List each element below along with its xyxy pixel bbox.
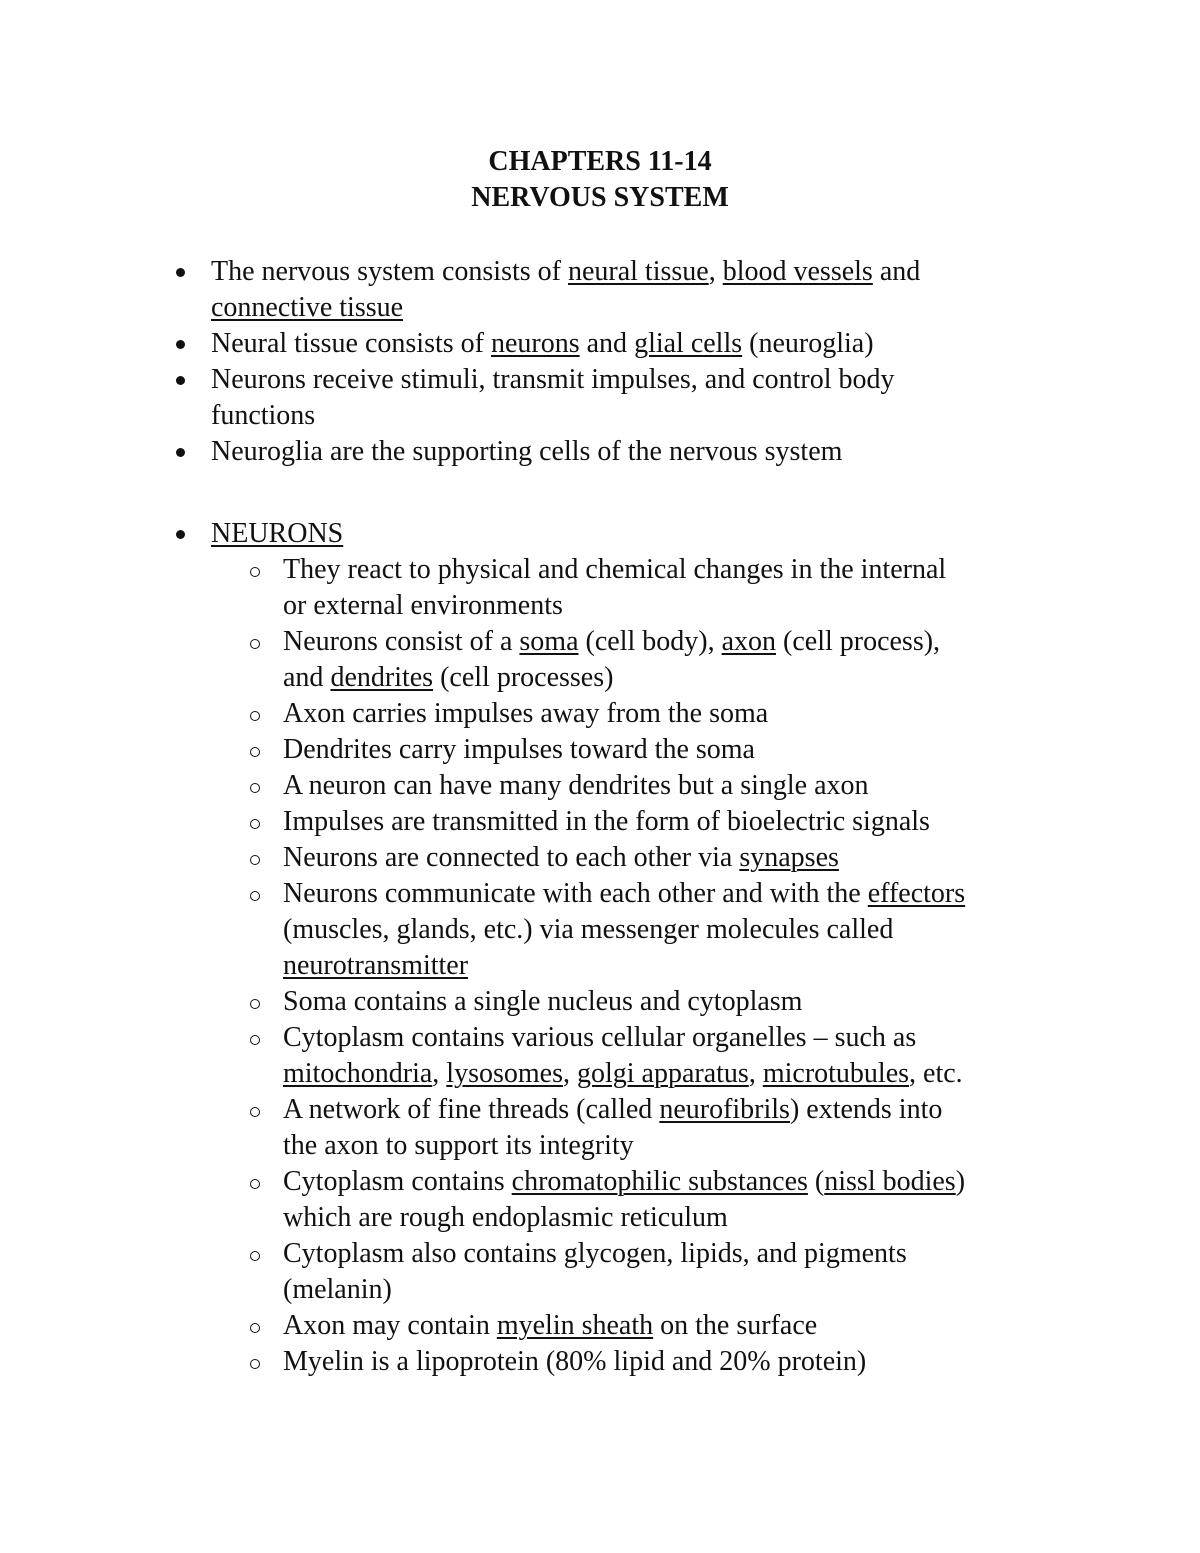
bullet-circle-icon <box>250 819 260 829</box>
sub-item-text-line <box>283 984 802 1020</box>
underlined-term: chromatophilic substances <box>511 1166 808 1197</box>
text-segment: , <box>432 1058 447 1089</box>
text-segment: and <box>579 328 635 359</box>
chapter-title: CHAPTERS 11-14 <box>488 146 712 177</box>
sub-item-text-line <box>283 1200 728 1236</box>
bullet-circle-icon <box>250 783 260 793</box>
text-segment: , <box>748 1058 763 1089</box>
underlined-term: neurofibrils <box>659 1094 790 1125</box>
sub-item-text-line <box>283 696 768 732</box>
bullet-circle-icon <box>250 1251 260 1261</box>
text-segment: Neuroglia are the supporting cells of the nervous system <box>211 436 843 467</box>
sub-item-text-line <box>283 1056 963 1092</box>
sub-item-text-line <box>283 624 940 660</box>
underlined-term: soma <box>519 626 579 657</box>
underlined-term: effectors <box>867 878 966 909</box>
text-segment: Cytoplasm contains <box>283 1166 512 1197</box>
bullet-circle-icon <box>250 711 260 721</box>
underlined-term: connective tissue <box>211 292 404 323</box>
text-segment: Neurons receive stimuli, transmit impulses, and control body <box>211 364 895 395</box>
text-segment: Dendrites carry impulses toward the soma <box>283 734 755 765</box>
underlined-term: myelin sheath <box>496 1310 654 1341</box>
bullet-text-line <box>211 434 842 470</box>
text-segment: , etc. <box>909 1058 963 1089</box>
sub-item-text-line <box>283 1344 866 1380</box>
sub-item-text-line <box>283 948 468 984</box>
sub-item-text-line <box>283 840 839 876</box>
underlined-term: neural tissue <box>567 256 709 287</box>
text-segment: ( <box>807 1166 825 1197</box>
sub-item-text-line <box>283 732 755 768</box>
bullet-circle-icon <box>250 999 260 1009</box>
bullet-dot-icon <box>176 376 185 385</box>
underlined-term: lysosomes <box>446 1058 563 1089</box>
bullet-circle-icon <box>250 639 260 649</box>
sub-item-text-line <box>283 768 869 804</box>
bullet-text-line <box>211 326 874 362</box>
sub-item-text-line <box>283 1164 965 1200</box>
underlined-term: axon <box>721 626 777 657</box>
bullet-text-line <box>211 290 403 326</box>
bullet-circle-icon <box>250 567 260 577</box>
bullet-circle-icon <box>250 1035 260 1045</box>
underlined-term: nissl bodies <box>824 1166 956 1197</box>
text-segment: Soma contains a single nucleus and cytoplasm <box>283 986 803 1017</box>
bullet-circle-icon <box>250 747 260 757</box>
sub-item-text-line <box>283 912 893 948</box>
bullet-text-line <box>211 362 895 398</box>
bullet-dot-icon <box>176 268 185 277</box>
section-heading-text: NEURONS <box>211 518 344 549</box>
sub-item-text-line <box>283 1092 942 1128</box>
bullet-circle-icon <box>250 1179 260 1189</box>
bullet-circle-icon <box>250 891 260 901</box>
text-segment: A neuron can have many dendrites but a single axon <box>283 770 869 801</box>
text-segment: Cytoplasm contains various cellular organelles – such as <box>283 1022 917 1053</box>
sub-item-text-line <box>283 1020 916 1056</box>
underlined-term: glial cells <box>634 328 743 359</box>
text-segment: Neurons communicate with each other and with the <box>283 878 868 909</box>
text-segment: the axon to support its integrity <box>283 1130 634 1161</box>
text-segment: , <box>562 1058 577 1089</box>
section-heading-neurons <box>211 516 343 552</box>
sub-item-text-line <box>283 1236 907 1272</box>
text-segment: or external environments <box>283 590 563 621</box>
underlined-term: dendrites <box>330 662 434 693</box>
text-segment: Axon carries impulses away from the soma <box>283 698 769 729</box>
underlined-term: synapses <box>739 842 839 873</box>
bullet-dot-icon <box>176 340 185 349</box>
sub-item-text-line <box>283 1308 817 1344</box>
underlined-term: neurotransmitter <box>283 950 469 981</box>
bullet-dot-icon <box>176 530 185 539</box>
text-segment: A network of fine threads (called <box>283 1094 660 1125</box>
text-segment: (cell process), <box>776 626 941 657</box>
underlined-term: microtubules <box>762 1058 910 1089</box>
text-segment: functions <box>211 400 316 431</box>
underlined-term: golgi apparatus <box>576 1058 749 1089</box>
bullet-circle-icon <box>250 1359 260 1369</box>
sub-item-text-line <box>283 804 930 840</box>
text-segment: on the surface <box>653 1310 818 1341</box>
text-segment: Neurons consist of a <box>283 626 520 657</box>
text-segment: , <box>708 256 723 287</box>
text-segment: Neural tissue consists of <box>211 328 491 359</box>
text-segment: Axon may contain <box>283 1310 497 1341</box>
sub-item-text-line <box>283 552 946 588</box>
bullet-dot-icon <box>176 448 185 457</box>
bullet-text-line <box>211 254 920 290</box>
bullet-text-line <box>211 398 315 434</box>
text-segment: (cell processes) <box>433 662 614 693</box>
text-segment: and <box>872 256 921 287</box>
sub-item-text-line <box>283 876 965 912</box>
text-segment: (muscles, glands, etc.) via messenger molecules called <box>283 914 894 945</box>
text-segment: Cytoplasm also contains glycogen, lipids, and pigments <box>283 1238 907 1269</box>
sub-item-text-line <box>283 1272 392 1308</box>
bullet-circle-icon <box>250 1323 260 1333</box>
underlined-term: neurons <box>490 328 580 359</box>
underlined-term: blood vessels <box>722 256 873 287</box>
text-segment: They react to physical and chemical changes in the internal <box>283 554 947 585</box>
bullet-circle-icon <box>250 1107 260 1117</box>
bullet-circle-icon <box>250 855 260 865</box>
subject-title: NERVOUS SYSTEM <box>471 182 729 213</box>
sub-item-text-line <box>283 660 613 696</box>
text-segment: and <box>283 662 331 693</box>
text-segment: which are rough endoplasmic reticulum <box>283 1202 728 1233</box>
text-segment: ) <box>955 1166 966 1197</box>
underlined-term: mitochondria <box>283 1058 433 1089</box>
text-segment: Neurons are connected to each other via <box>283 842 740 873</box>
sub-item-text-line <box>283 588 563 624</box>
text-segment: (melanin) <box>283 1274 392 1305</box>
text-segment: Myelin is a lipoprotein (80% lipid and 20% protein) <box>283 1346 867 1377</box>
text-segment: (cell body), <box>578 626 722 657</box>
text-segment: (neuroglia) <box>742 328 874 359</box>
text-segment: ) extends into <box>789 1094 943 1125</box>
sub-item-text-line <box>283 1128 634 1164</box>
text-segment: The nervous system consists of <box>211 256 568 287</box>
text-segment: Impulses are transmitted in the form of bioelectric signals <box>283 806 930 837</box>
